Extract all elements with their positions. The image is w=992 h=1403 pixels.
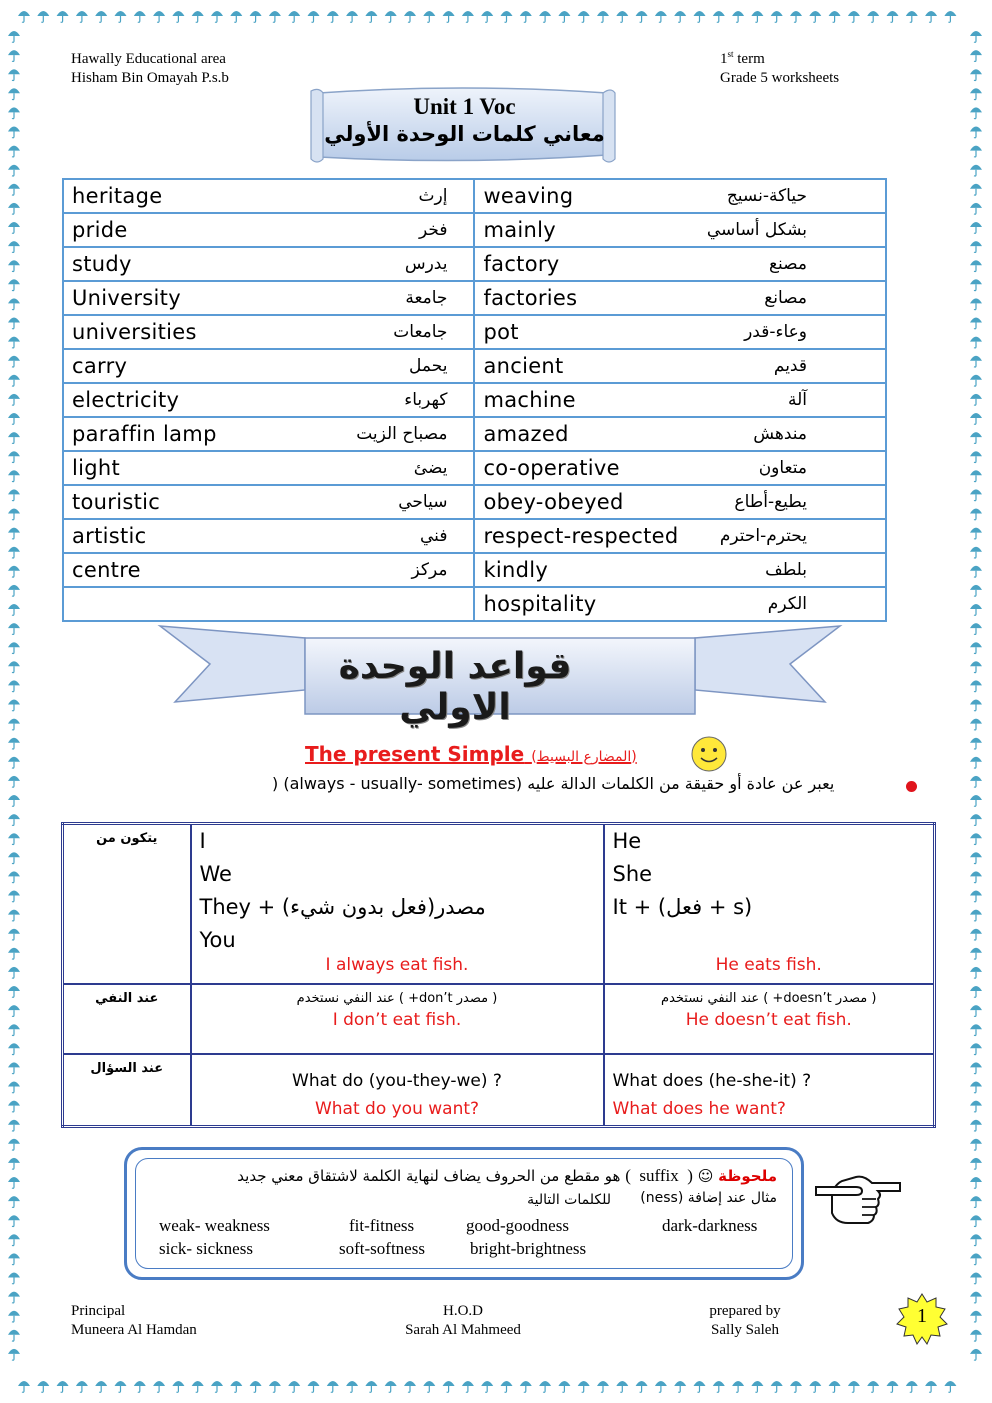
vocab-cell bbox=[474, 417, 886, 451]
vocab-cell bbox=[63, 281, 474, 315]
vocab-arabic: بلطف bbox=[765, 560, 807, 580]
vocab-english: machine bbox=[483, 388, 576, 412]
question-plural bbox=[192, 1055, 603, 1123]
question-example-plural: What do you want? bbox=[314, 1098, 480, 1119]
vocab-cell bbox=[474, 179, 886, 213]
note-suffix-word: suffix bbox=[639, 1166, 679, 1185]
question-plural-cell bbox=[191, 1054, 604, 1127]
subject-it-rule: It + (فعل + s) bbox=[612, 895, 753, 919]
vocab-row bbox=[63, 349, 886, 383]
subject-you: You bbox=[199, 928, 236, 952]
vocab-row bbox=[63, 417, 886, 451]
form-plural-cell bbox=[191, 824, 604, 984]
form-singular-cell bbox=[604, 824, 935, 984]
page-number: 1 bbox=[917, 1305, 927, 1327]
vocab-arabic: كهرباء bbox=[404, 390, 448, 410]
vocab-english: amazed bbox=[483, 422, 569, 446]
vocab-arabic: مصنع bbox=[768, 254, 807, 274]
vocab-arabic: يطيع-أطاع bbox=[734, 492, 807, 512]
header-left bbox=[71, 50, 229, 88]
vocab-row bbox=[63, 553, 886, 587]
vocab-english: weaving bbox=[483, 184, 574, 208]
vocab-english: obey-obeyed bbox=[483, 490, 624, 514]
negative-rule-plural: عند النفي نستخدم ( +don’t مصدر ) bbox=[296, 990, 498, 1006]
footer-prepared bbox=[703, 1302, 787, 1340]
note-smiley-icon: ☺ bbox=[697, 1167, 714, 1185]
grammar-banner-title: قواعد الوحدة الاولي bbox=[338, 646, 572, 728]
row-label-question: عند السؤال bbox=[63, 1054, 191, 1127]
vocab-cell bbox=[474, 349, 886, 383]
smiley-icon bbox=[690, 735, 728, 773]
vocab-cell bbox=[63, 213, 474, 247]
vocab-arabic: إرث bbox=[418, 186, 448, 206]
present-simple-usage: يعبر عن عادة أو حقيقة من الكلمات الدالة عليه (always - usually- sometimes) ( bbox=[272, 774, 835, 793]
row-label-negative: عند النفي bbox=[63, 984, 191, 1054]
vocab-english: touristic bbox=[72, 490, 161, 514]
header-right bbox=[720, 50, 839, 88]
vocab-english: artistic bbox=[72, 524, 147, 548]
example-word: fit-fitness bbox=[349, 1216, 415, 1235]
vocab-cell bbox=[63, 485, 474, 519]
note-line-1: ملحوظة ☺ ( suffix ) هو مقطع من الحروف يضاف لنهاية الكلمة لاشتقاق معني جديد bbox=[237, 1166, 777, 1185]
vocab-arabic: جامعات bbox=[393, 322, 448, 342]
negative-plural-cell bbox=[191, 984, 604, 1054]
hod-name: Sarah Al Mahmeed bbox=[405, 1322, 521, 1338]
vocab-english: kindly bbox=[483, 558, 549, 582]
vocab-arabic: مصباح الزيت bbox=[356, 424, 448, 444]
vocab-arabic: يدرس bbox=[404, 254, 448, 274]
vocab-english: study bbox=[72, 252, 132, 276]
present-simple-title: The present Simple (المضارع البسيط) bbox=[305, 742, 637, 766]
vocab-cell bbox=[63, 315, 474, 349]
vocab-cell bbox=[474, 281, 886, 315]
vocab-cell bbox=[474, 519, 886, 553]
vocab-cell bbox=[474, 451, 886, 485]
hod-title: H.O.D bbox=[443, 1303, 483, 1319]
vocab-arabic: بشكل أساسي bbox=[706, 220, 807, 240]
vocab-arabic: آلة bbox=[787, 390, 807, 410]
question-example-singular: What does he want? bbox=[612, 1098, 786, 1119]
vocab-row bbox=[63, 485, 886, 519]
vocab-english: electricity bbox=[72, 388, 180, 412]
vocab-row bbox=[63, 247, 886, 281]
vocab-cell bbox=[474, 485, 886, 519]
vocab-arabic: فني bbox=[420, 526, 448, 546]
vocab-row bbox=[63, 383, 886, 417]
note-line-2: مثال عند إضافة (ness) bbox=[640, 1190, 777, 1206]
negative-example-singular: He doesn’t eat fish. bbox=[685, 1009, 852, 1030]
vocab-row bbox=[63, 281, 886, 315]
subject-he: He bbox=[612, 829, 642, 853]
footer-hod bbox=[398, 1302, 528, 1340]
educational-area: Hawally Educational area bbox=[71, 51, 226, 67]
negative-singular-cell bbox=[604, 984, 935, 1054]
example-word: good-goodness bbox=[466, 1216, 569, 1235]
vocab-cell bbox=[474, 383, 886, 417]
vocab-arabic: مركز bbox=[411, 560, 448, 580]
suffix-note-box bbox=[124, 1147, 804, 1280]
bullet-icon bbox=[906, 781, 917, 792]
vocab-english: heritage bbox=[72, 184, 163, 208]
example-word: bright-brightness bbox=[470, 1239, 587, 1258]
subject-they-rule: They + (مصدر(فعل بدون شيء bbox=[199, 895, 486, 919]
vocab-cell bbox=[474, 213, 886, 247]
vocab-arabic: وعاء-قدر bbox=[744, 322, 807, 342]
question-singular bbox=[605, 1055, 934, 1123]
vocab-cell bbox=[63, 247, 474, 281]
school-name: Hisham Bin Omayah P.s.b bbox=[71, 70, 229, 86]
vocab-english: centre bbox=[72, 558, 141, 582]
unit-title: Unit 1 Voc bbox=[413, 94, 516, 119]
vocabulary-table bbox=[62, 178, 887, 622]
grade-label: Grade 5 worksheets bbox=[720, 70, 840, 86]
principal-name: Muneera Al Hamdan bbox=[71, 1322, 197, 1338]
question-rule-singular: What does (he-she-it) ? bbox=[612, 1070, 812, 1091]
note-line-3: للكلمات التالية bbox=[527, 1192, 611, 1208]
negative-rule-singular: عند النفي نستخدم ( +doesn’t مصدر ) bbox=[661, 990, 877, 1006]
vocab-arabic: سياحي bbox=[398, 492, 448, 512]
vocab-cell bbox=[63, 417, 474, 451]
vocab-cell bbox=[63, 553, 474, 587]
example-word: sick- sickness bbox=[159, 1239, 253, 1258]
vocab-arabic: حياكة-نسيج bbox=[726, 186, 807, 206]
example-word: dark-darkness bbox=[662, 1216, 758, 1235]
vocab-english: carry bbox=[72, 354, 128, 378]
vocab-arabic: يحترم-احترم bbox=[719, 526, 807, 546]
vocab-cell bbox=[474, 587, 886, 621]
vocab-cell bbox=[63, 383, 474, 417]
vocab-arabic: جامعة bbox=[405, 288, 448, 308]
note-label: ملحوظة bbox=[718, 1167, 777, 1185]
vocab-cell bbox=[63, 179, 474, 213]
vocab-english: University bbox=[72, 286, 181, 310]
term-label: 1st term bbox=[720, 49, 765, 67]
vocab-arabic: قديم bbox=[773, 356, 807, 376]
principal-title: Principal bbox=[71, 1303, 126, 1319]
vocab-row bbox=[63, 213, 886, 247]
prepared-name: Sally Saleh bbox=[711, 1322, 779, 1338]
vocab-english: respect-respected bbox=[483, 524, 679, 548]
vocab-row bbox=[63, 451, 886, 485]
vocab-arabic: يضئ bbox=[413, 458, 448, 478]
subject-we: We bbox=[199, 862, 232, 886]
vocab-cell bbox=[63, 451, 474, 485]
vocab-cell bbox=[63, 587, 474, 621]
vocab-english: factories bbox=[483, 286, 578, 310]
negative-example-plural: I don’t eat fish. bbox=[332, 1009, 462, 1030]
vocab-row bbox=[63, 315, 886, 349]
vocab-english: light bbox=[72, 456, 121, 480]
vocab-arabic: مندهش bbox=[753, 424, 807, 444]
example-singular: He eats fish. bbox=[715, 955, 822, 975]
vocab-cell bbox=[474, 553, 886, 587]
vocab-english: co-operative bbox=[483, 456, 620, 480]
question-singular-cell bbox=[604, 1054, 935, 1127]
vocab-english: factory bbox=[483, 252, 560, 276]
subject-she: She bbox=[612, 862, 653, 886]
footer-principal bbox=[71, 1302, 197, 1340]
vocab-cell bbox=[63, 519, 474, 553]
vocab-english: pride bbox=[72, 218, 128, 242]
prepared-title: prepared by bbox=[709, 1303, 781, 1319]
example-word: weak- weakness bbox=[159, 1216, 270, 1235]
pointing-hand-icon bbox=[812, 1165, 902, 1231]
example-word: soft-softness bbox=[339, 1239, 425, 1258]
vocab-row bbox=[63, 587, 886, 621]
title-scroll bbox=[322, 93, 607, 147]
vocab-cell bbox=[474, 247, 886, 281]
vocab-arabic: متعاون bbox=[758, 458, 807, 478]
vocab-row bbox=[63, 519, 886, 553]
vocab-arabic: يحمل bbox=[409, 356, 448, 376]
vocab-english: pot bbox=[483, 320, 519, 344]
vocab-arabic: الكرم bbox=[767, 594, 807, 614]
vocab-arabic: مصانع bbox=[764, 288, 807, 308]
unit-title-arabic: معاني كلمات الوحدة الأولي bbox=[324, 122, 605, 146]
vocab-english: hospitality bbox=[483, 592, 597, 616]
vocab-english: paraffin lamp bbox=[72, 422, 217, 446]
question-rule-plural: What do (you-they-we) ? bbox=[292, 1070, 502, 1091]
note-definition: هو مقطع من الحروف يضاف لنهاية الكلمة لاشتقاق معني جديد bbox=[237, 1167, 621, 1185]
subject-i: I bbox=[199, 829, 206, 853]
vocab-row bbox=[63, 179, 886, 213]
vocab-english: universities bbox=[72, 320, 197, 344]
example-plural: I always eat fish. bbox=[325, 955, 469, 975]
vocab-arabic: فخر bbox=[418, 220, 448, 240]
vocab-cell bbox=[63, 349, 474, 383]
grammar-table bbox=[61, 822, 936, 1128]
vocab-english: ancient bbox=[483, 354, 564, 378]
vocab-cell bbox=[474, 315, 886, 349]
vocab-english: mainly bbox=[483, 218, 556, 242]
row-label-form: يتكون من bbox=[63, 824, 191, 984]
